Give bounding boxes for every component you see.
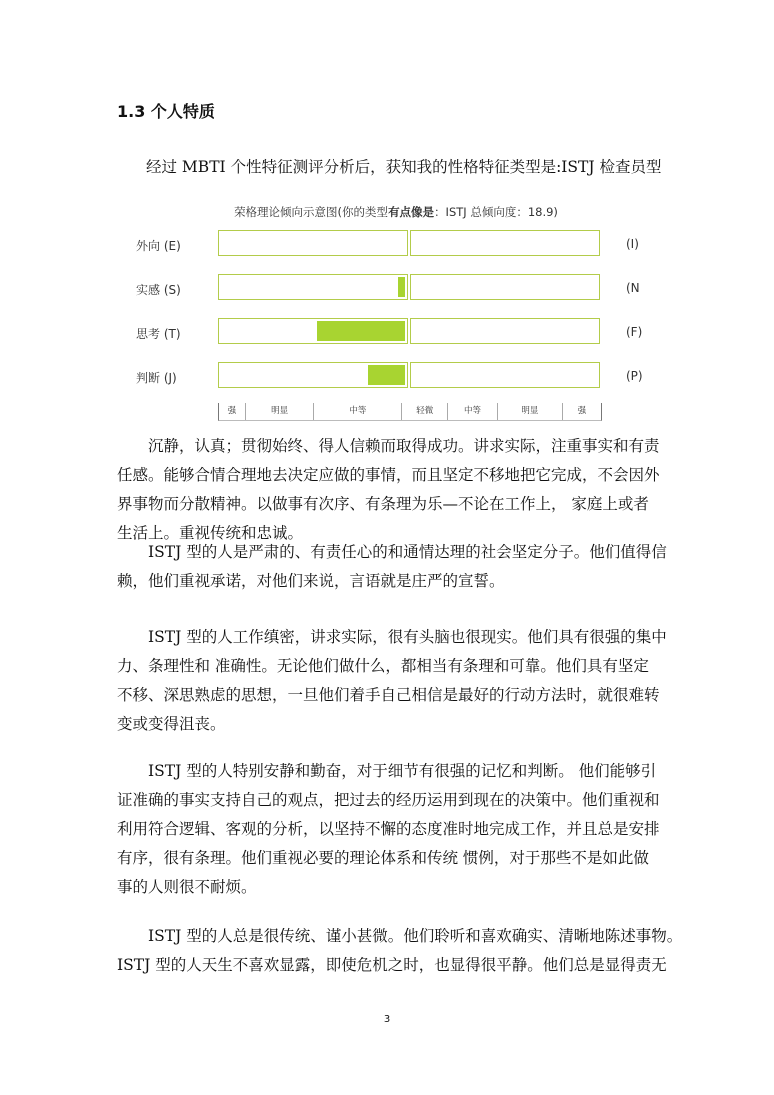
body-paragraph bbox=[117, 538, 667, 596]
paragraph-line: 证准确的事实支持自己的观点，把过去的经历运用到现在的决策中。他们重视和 bbox=[117, 791, 660, 809]
row-left-label: 判断 (J) bbox=[136, 371, 177, 385]
left-bar-box bbox=[218, 318, 408, 344]
scale-segment: 明显 bbox=[498, 403, 563, 420]
row-right-label: (N bbox=[626, 281, 640, 295]
right-bar-box bbox=[410, 274, 600, 300]
left-bar-box bbox=[218, 274, 408, 300]
body-paragraph bbox=[117, 922, 683, 980]
mbti-chart bbox=[136, 204, 656, 424]
scale-segment: 明显 bbox=[246, 403, 315, 420]
row-left-label: 实感 (S) bbox=[136, 283, 181, 297]
body-paragraph bbox=[117, 432, 660, 548]
paragraph-line: 力、条理性和 准确性。无论他们做什么，都相当有条理和可靠。他们具有坚定 bbox=[117, 657, 649, 675]
row-right-label: (I) bbox=[626, 237, 639, 251]
right-bar-box bbox=[410, 230, 600, 256]
scale-segment: 强 bbox=[219, 403, 246, 420]
paragraph-line: 任感。能够合情合理地去决定应做的事情，而且坚定不移地把它完成，不会因外 bbox=[117, 466, 660, 484]
row-left-label: 外向 (E) bbox=[136, 239, 181, 253]
paragraph-line: 沉静，认真；贯彻始终、得人信赖而取得成功。讲求实际，注重事实和有责 bbox=[148, 437, 660, 455]
scale-segment: 轻微 bbox=[402, 403, 448, 420]
row-left-label: 思考 (T) bbox=[136, 327, 181, 341]
paragraph-line: 生活上。重视传统和忠诚。 bbox=[117, 524, 304, 542]
chart-title: 荣格理论倾向示意图(你的类型有点像是：ISTJ 总倾向度：18.9) bbox=[234, 205, 558, 219]
intensity-scale bbox=[218, 403, 602, 421]
preference-bar bbox=[398, 277, 405, 297]
scale-segment: 强 bbox=[577, 406, 587, 416]
page-number: 3 bbox=[383, 1014, 391, 1025]
row-right-label: (F) bbox=[626, 325, 643, 339]
section-heading: 1.3 个人特质 bbox=[117, 102, 215, 121]
paragraph-line: 利用符合逻辑、客观的分析，以坚持不懈的态度准时地完成工作，并且总是安排 bbox=[117, 820, 660, 838]
scale-segment: 中等 bbox=[448, 403, 498, 420]
paragraph-line: 有序，很有条理。他们重视必要的理论体系和传统 惯例，对于那些不是如此做 bbox=[117, 849, 649, 867]
paragraph-line: 界事物而分散精神。以做事有次序、有条理为乐—不论在工作上， 家庭上或者 bbox=[117, 495, 649, 513]
chart-row bbox=[136, 274, 656, 304]
paragraph-line: 事的人则很不耐烦。 bbox=[117, 878, 257, 896]
row-right-label: (P) bbox=[626, 369, 643, 383]
chart-row bbox=[136, 318, 656, 348]
body-paragraph bbox=[117, 623, 667, 739]
paragraph-line: ISTJ 型的人总是很传统、谨小甚微。他们聆听和喜欢确实、清晰地陈述事物。 bbox=[148, 927, 683, 945]
body-paragraph bbox=[117, 757, 660, 902]
preference-bar bbox=[317, 321, 405, 341]
paragraph-line: ISTJ 型的人特别安静和勤奋，对于细节有很强的记忆和判断。 他们能够引 bbox=[148, 762, 657, 780]
paragraph-line: 变或变得沮丧。 bbox=[117, 715, 226, 733]
left-bar-box bbox=[218, 362, 408, 388]
preference-bar bbox=[368, 365, 405, 385]
chart-row bbox=[136, 230, 656, 260]
paragraph-line: 赖，他们重视承诺，对他们来说，言语就是庄严的宣誓。 bbox=[117, 572, 505, 590]
paragraph-line: 不移、深思熟虑的思想，一旦他们着手自己相信是最好的行动方法时，就很难转 bbox=[117, 686, 660, 704]
left-bar-box bbox=[218, 230, 408, 256]
right-bar-box bbox=[410, 318, 600, 344]
scale-segment: 中等 bbox=[315, 403, 403, 420]
paragraph-line: ISTJ 型的人是严肃的、有责任心的和通情达理的社会坚定分子。他们值得信 bbox=[148, 543, 667, 561]
chart-row bbox=[136, 362, 656, 392]
paragraph-line: ISTJ 型的人天生不喜欢显露，即使危机之时，也显得很平静。他们总是显得责无 bbox=[117, 956, 667, 974]
intro-text: 经过 MBTI 个性特征测评分析后，获知我的性格特征类型是:ISTJ 检查员型 bbox=[146, 158, 662, 176]
paragraph-line: ISTJ 型的人工作缜密，讲求实际，很有头脑也很现实。他们具有很强的集中 bbox=[148, 628, 667, 646]
right-bar-box bbox=[410, 362, 600, 388]
